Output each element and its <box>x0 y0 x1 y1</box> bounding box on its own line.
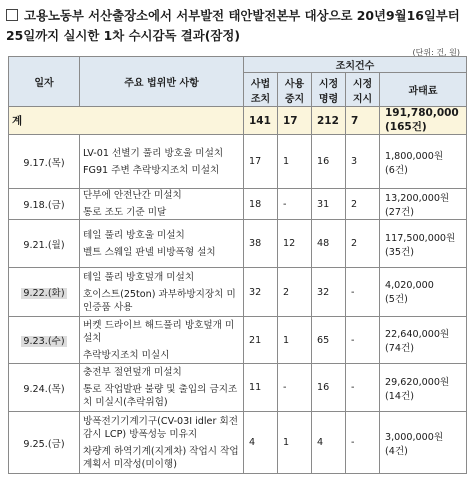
date-cell <box>9 135 80 189</box>
header-fine: 과태료 <box>380 73 467 107</box>
fine-cell: 29,620,000원 (14건) <box>380 364 467 412</box>
fine-cell: 3,000,000원 (4건) <box>380 412 467 474</box>
instruction-cell: 2 <box>346 220 380 268</box>
fine-cell: 4,020,000 (5건) <box>380 268 467 317</box>
date-cell <box>9 317 80 364</box>
total-fine: 191,780,000 (165건) <box>380 107 467 135</box>
violation-item: 단부에 안전난간 미설치 <box>83 190 182 201</box>
date-text: 9.24.(목) <box>23 383 65 395</box>
instruction-cell: 3 <box>346 135 380 189</box>
suspend-cell: - <box>278 364 312 412</box>
violation-item: 테일 풀리 방호덮개 미설치 <box>83 271 195 283</box>
table-row <box>9 317 467 364</box>
suspend-cell: 12 <box>278 220 312 268</box>
violation-item: 차량계 하역기계(지게차) 작업시 작업계획서 미작성(미이행) <box>83 445 239 470</box>
judicial-cell: 11 <box>244 364 278 412</box>
correction-cell: 16 <box>312 135 346 189</box>
table-row <box>9 189 467 220</box>
violations-cell <box>80 364 244 412</box>
table-row <box>9 364 467 412</box>
fine-cell: 1,800,000원 (6건) <box>380 135 467 189</box>
suspend-cell: 1 <box>278 412 312 474</box>
instruction-cell: - <box>346 412 380 474</box>
suspend-cell: 1 <box>278 317 312 364</box>
correction-cell: 65 <box>312 317 346 364</box>
date-cell <box>9 268 80 317</box>
total-instruction: 7 <box>346 107 380 135</box>
date-text: 9.21.(월) <box>23 239 65 251</box>
violation-item: 충전부 절연덮개 미설치 <box>83 367 182 378</box>
violations-cell <box>80 189 244 220</box>
header-suspend: 사용 중지 <box>278 73 312 107</box>
instruction-cell: - <box>346 317 380 364</box>
fine-cell: 13,200,000원 (27건) <box>380 189 467 220</box>
violation-item: 버켓 드라이브 해드풀리 방호덮개 미설치 <box>83 319 235 344</box>
violation-item: 호이스트(25ton) 과부하방지장치 미인증품 사용 <box>83 288 236 313</box>
correction-cell: 16 <box>312 364 346 412</box>
violations-cell <box>80 317 244 364</box>
violation-item: 방폭전기기계기구(CV-03I idler 회전감시 LCP) 방폭성능 미유지 <box>83 415 238 440</box>
fine-cell: 117,500,000원 (35건) <box>380 220 467 268</box>
violations-cell <box>80 412 244 474</box>
table-row <box>9 135 467 189</box>
table-row <box>9 220 467 268</box>
header-action-group: 조치건수 <box>244 57 467 73</box>
table-row <box>9 412 467 474</box>
violations-cell <box>80 135 244 189</box>
unit-note: (단위: 건, 원) <box>412 48 460 57</box>
suspend-cell: 1 <box>278 135 312 189</box>
date-cell <box>9 189 80 220</box>
suspend-cell: 2 <box>278 268 312 317</box>
correction-cell: 4 <box>312 412 346 474</box>
date-text: 9.17.(목) <box>23 157 65 169</box>
checkbox-icon <box>6 9 18 21</box>
violation-item: 테일 풀리 방호울 미설치 <box>83 229 185 241</box>
title-text: 고용노동부 서산출장소에서 서부발전 태안발전본부 대상으로 20년9월16일부터 25일까지 실시한 1차 수시감독 결과(잠정) <box>6 8 460 43</box>
fine-cell: 22,640,000원 (74건) <box>380 317 467 364</box>
date-text: 9.23.(수) <box>23 336 65 347</box>
date-cell <box>9 412 80 474</box>
total-correction: 212 <box>312 107 346 135</box>
date-text: 9.25.(금) <box>23 438 65 450</box>
date-cell <box>9 364 80 412</box>
header-correction: 시정 명령 <box>312 73 346 107</box>
table-row <box>9 268 467 317</box>
violations-cell <box>80 268 244 317</box>
judicial-cell: 21 <box>244 317 278 364</box>
violation-item: LV-01 선별기 풀리 방호울 미설치 <box>83 147 224 159</box>
violation-item: 통로 작업발판 불량 및 출입의 금지조치 미실시(추락위험) <box>83 384 238 408</box>
violation-item: 벨트 스웨일 판넬 비방폭형 설치 <box>83 246 216 258</box>
instruction-cell: - <box>346 364 380 412</box>
inspection-results-table <box>8 56 467 474</box>
header-judicial: 사법 조치 <box>244 73 278 107</box>
total-label: 계 <box>9 107 244 135</box>
violations-cell <box>80 220 244 268</box>
header-date: 일자 <box>9 57 80 107</box>
correction-cell: 32 <box>312 268 346 317</box>
suspend-cell: - <box>278 189 312 220</box>
instruction-cell: 2 <box>346 189 380 220</box>
violation-item: 통로 조도 기준 미달 <box>83 207 167 218</box>
correction-cell: 31 <box>312 189 346 220</box>
correction-cell: 48 <box>312 220 346 268</box>
document-title <box>6 6 468 46</box>
date-cell <box>9 220 80 268</box>
instruction-cell: - <box>346 268 380 317</box>
violation-item: 추락방지조치 미실시 <box>83 349 170 361</box>
judicial-cell: 32 <box>244 268 278 317</box>
date-text: 9.22.(화) <box>23 288 65 299</box>
header-law: 주요 법위반 사항 <box>80 57 244 107</box>
judicial-cell: 17 <box>244 135 278 189</box>
total-judicial: 141 <box>244 107 278 135</box>
header-instruction: 시정 지시 <box>346 73 380 107</box>
judicial-cell: 4 <box>244 412 278 474</box>
judicial-cell: 18 <box>244 189 278 220</box>
judicial-cell: 38 <box>244 220 278 268</box>
violation-item: FG91 주변 추락방지조치 미설치 <box>83 164 220 176</box>
total-row <box>9 107 467 135</box>
date-text: 9.18.(금) <box>23 200 65 211</box>
total-suspend: 17 <box>278 107 312 135</box>
